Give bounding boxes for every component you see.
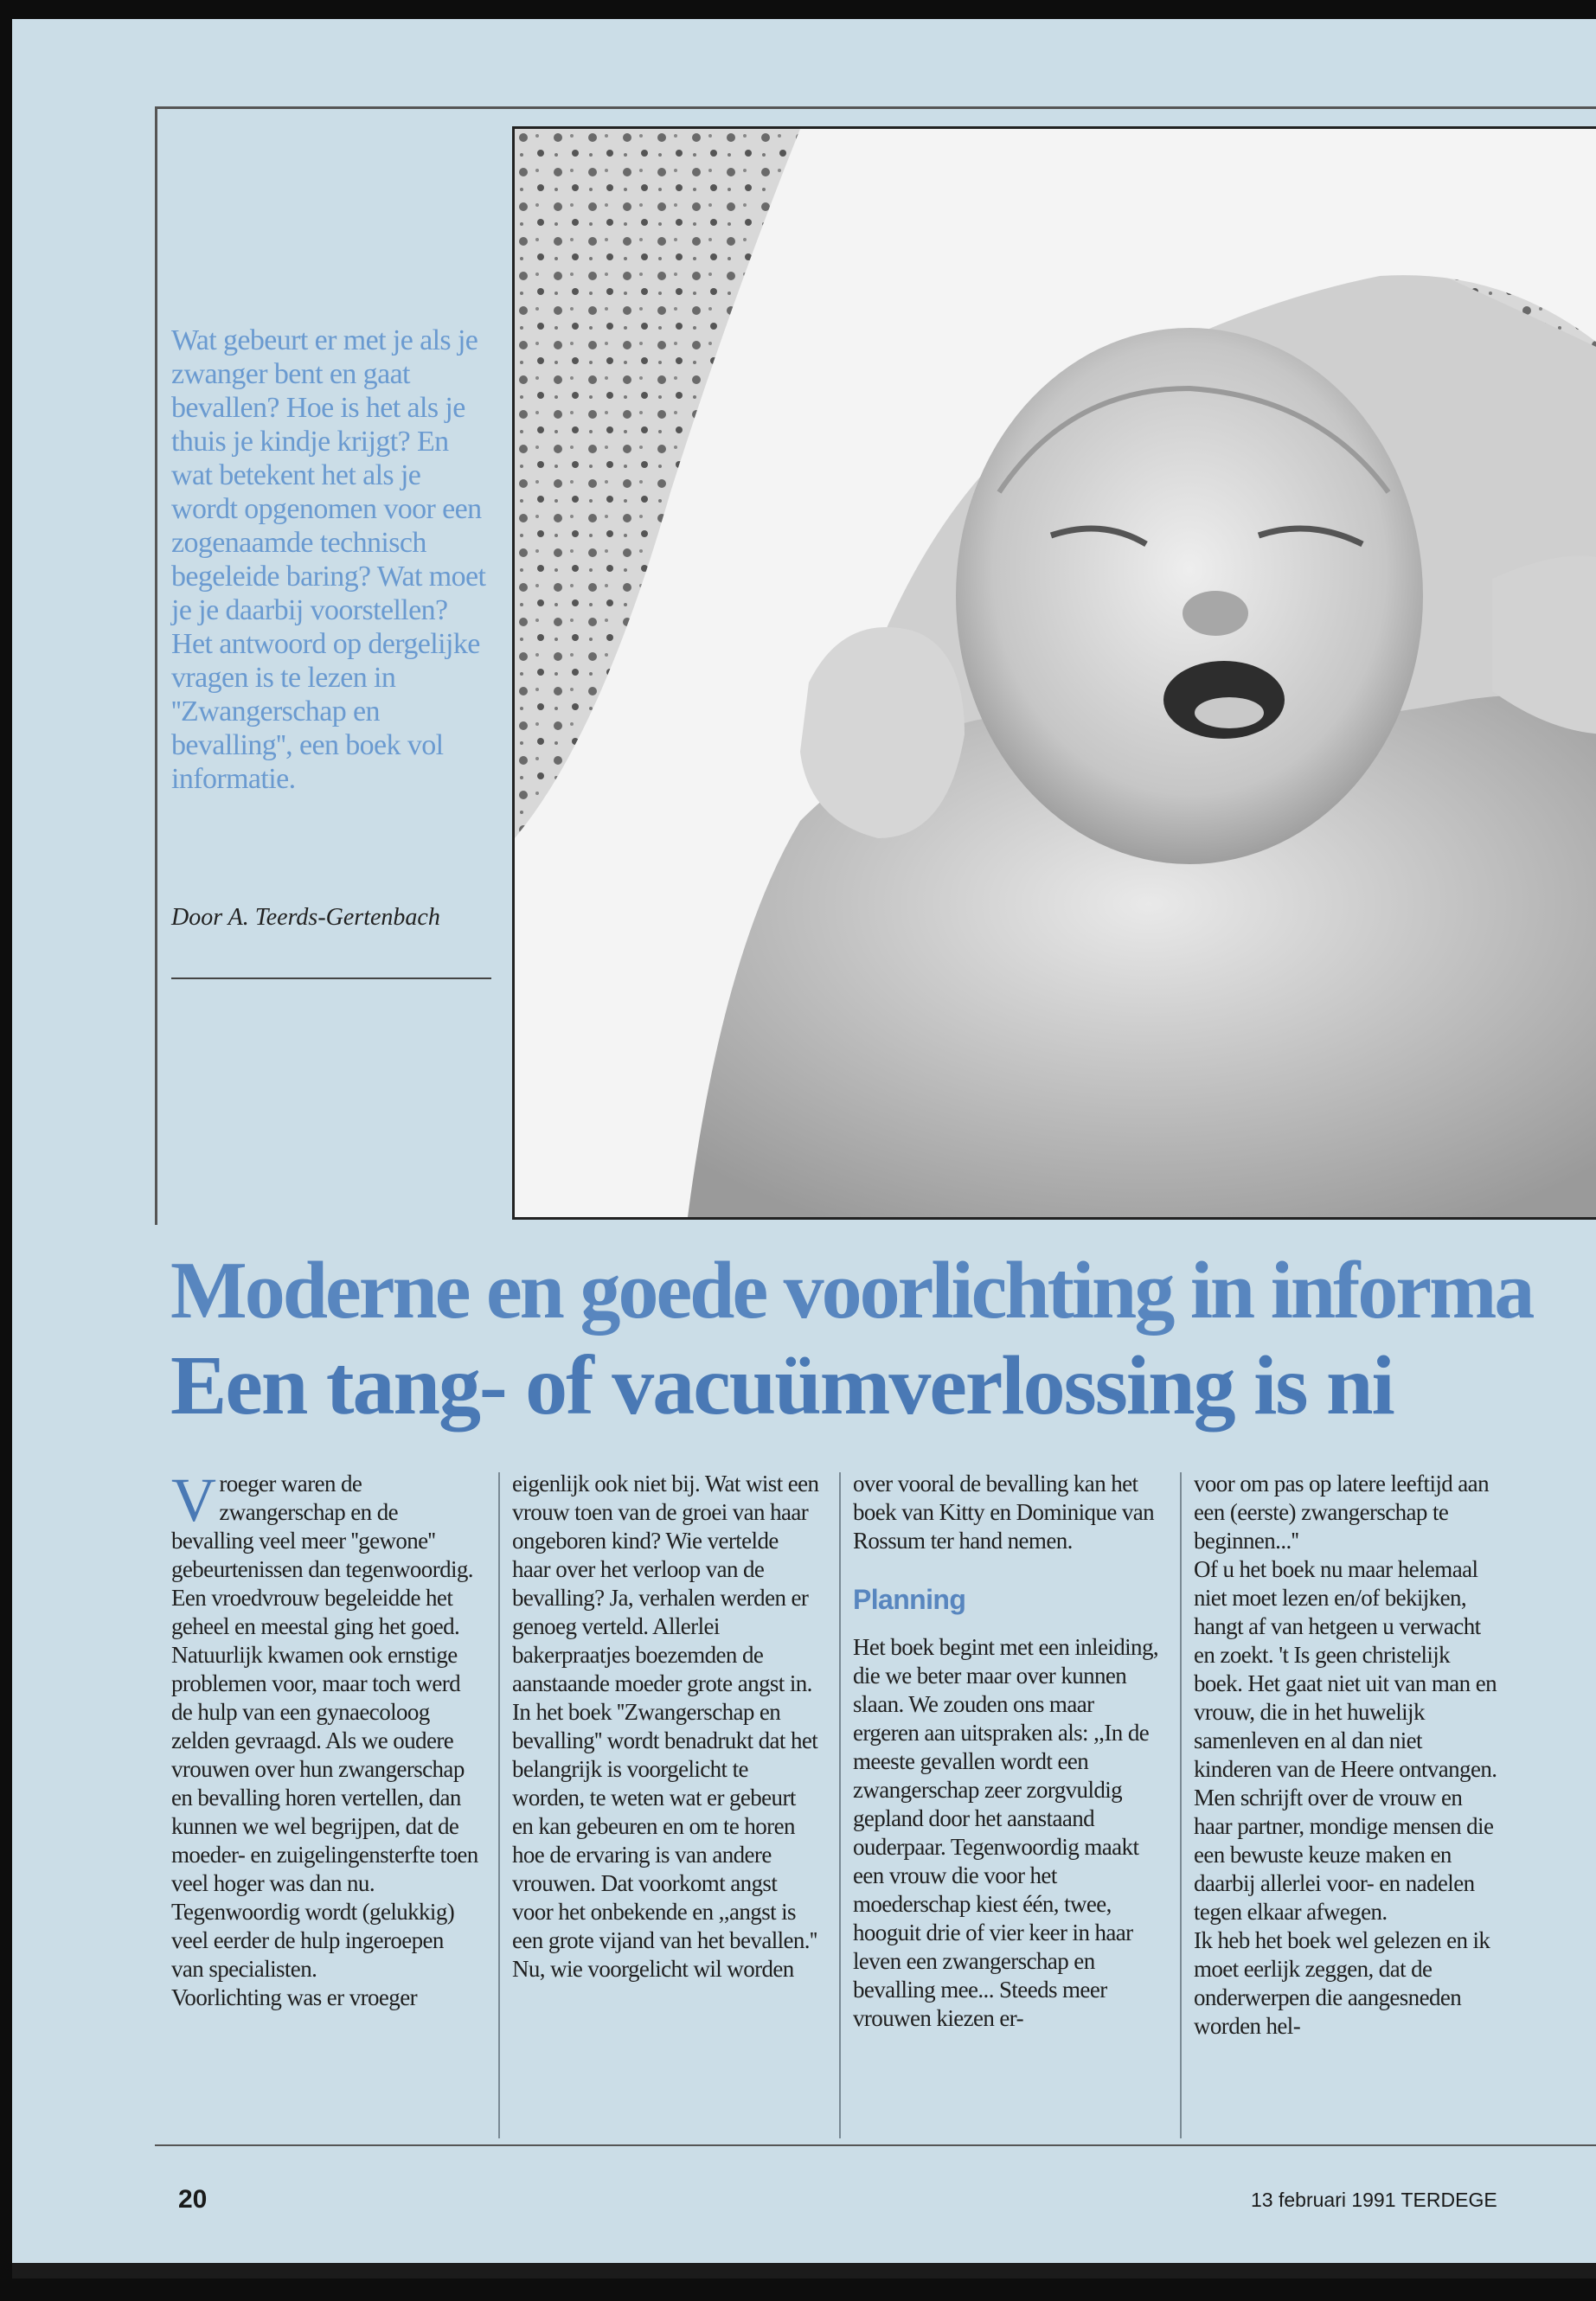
top-rule <box>155 106 1596 109</box>
column-2-text-a: eigenlijk ook niet bij. Wat wist een vrouw toen van de groei van haar ongeboren kind? Wie vertelde haar over het verloop van de bevalling? Ja, verhalen werden er genoeg verteld. Allerlei bakerpraatjes boezemden de aanstaande moeder grote angst in. <box>512 1471 819 1696</box>
intro-paragraph: Wat gebeurt er met je als je zwanger bent en gaat bevallen? Hoe is het als je thuis je kindje krijgt? En wat betekent het als je wordt opgenomen voor een zogenaamde technisch begeleide baring? Wat moet je je daarbij voorstellen? Het antwoord op dergelijke vragen is te lezen in ''Zwangerschap en bevalling'', een boek vol informatie. <box>171 324 486 795</box>
column-2-text-b: In het boek ''Zwangerschap en bevalling'' wordt benadrukt dat het belangrijk is voorgelicht te worden, te weten wat er gebeurt en kan gebeuren en om te horen hoe de ervaring is van andere vrouwen. Dat voorkomt angst voor het onbekende en ,,angst is een grote vijand van het bevallen.'' Nu, wie voorgelicht wil worden <box>512 1699 818 1982</box>
issue-line: 13 februari 1991 TERDEGE <box>1251 2189 1497 2211</box>
column-separator <box>498 1472 500 2138</box>
left-rule <box>155 106 157 1225</box>
column-1-text-b: Voorlichting was er vroeger <box>171 1984 417 2010</box>
headline-line-1: Moderne en goede voorlichting in informa <box>170 1246 1533 1336</box>
column-4-text-b: Of u het boek nu maar helemaal niet moet lezen en/of bekijken, hangt af van hetgeen u verwacht en zoekt. 't Is geen christelijk boek. Het gaat niet uit van man en vrouw, die in het huwelijk samenleven en al dan niet kinderen van de Heere ontvangen. Men schrijft over de vrouw en haar partner, mondige mensen die een bewuste keuze maken en daarbij allerlei voor- en nadelen tegen elkaar afwegen. <box>1194 1556 1497 1925</box>
column-3-text-b: Het boek begint met een inleiding, die we beter maar over kunnen slaan. We zouden ons maar ergeren aan uitspraken als: ,,In de meeste gevallen wordt een zwangerschap zeer zorgvuldig gepland door het aanstaand ouderpaar. Tegenwoordig maakt een vrouw die voor het moederschap kiest één, twee, hooguit drie of vier keer in haar leven een zwangerschap en bevalling mee... Steeds meer vrouwen kiezen er- <box>853 1634 1158 2031</box>
byline-rule <box>171 977 491 979</box>
subheading-planning: Planning <box>853 1584 966 1615</box>
article-column-1 <box>171 1465 478 2012</box>
column-separator <box>1180 1472 1182 2138</box>
column-separator <box>839 1472 841 2138</box>
scan-edge <box>12 2263 1596 2279</box>
article-column-3 <box>853 1470 1160 2033</box>
column-4-text-a: voor om pas op latere leeftijd aan een (eerste) zwangerschap te beginnen...'' <box>1194 1471 1489 1554</box>
baby-head <box>956 328 1423 864</box>
column-3-text-a: over vooral de bevalling kan het boek van Kitty en Dominique van Rossum ter hand nemen. <box>853 1471 1155 1554</box>
article-column-2 <box>512 1470 819 1984</box>
bottom-rule <box>155 2144 1596 2146</box>
drop-cap: V <box>171 1465 216 1535</box>
column-1-text: roeger waren de zwangerschap en de bevalling veel meer ''gewone'' gebeurtenissen dan tegenwoordig. Een vroedvrouw begeleidde het geheel en meestal ging het goed. Natuurlijk kwamen ook ernstige problemen voor, maar toch werd de hulp van een gynaecoloog zelden gevraagd. Als we oudere vrouwen over hun zwangerschap en bevalling horen vertellen, dan kunnen we wel begrijpen, dat de moeder- en zuigelingensterfte toen veel hoger was dan nu. Tegenwoordig wordt (gelukkig) veel eerder de hulp ingeroepen van specialisten. <box>171 1471 478 1982</box>
baby-photo <box>512 126 1596 1220</box>
magazine-page <box>12 19 1596 2279</box>
article-column-4 <box>1194 1470 1501 2041</box>
byline: Door A. Teerds-Gertenbach <box>171 904 440 931</box>
column-4-text-c: Ik heb het boek wel gelezen en ik moet eerlijk zeggen, dat de onderwerpen die aangesneden worden hel- <box>1194 1927 1490 2039</box>
page-number: 20 <box>178 2185 208 2214</box>
headline-line-2: Een tang- of vacuümverlossing is ni <box>170 1339 1394 1433</box>
